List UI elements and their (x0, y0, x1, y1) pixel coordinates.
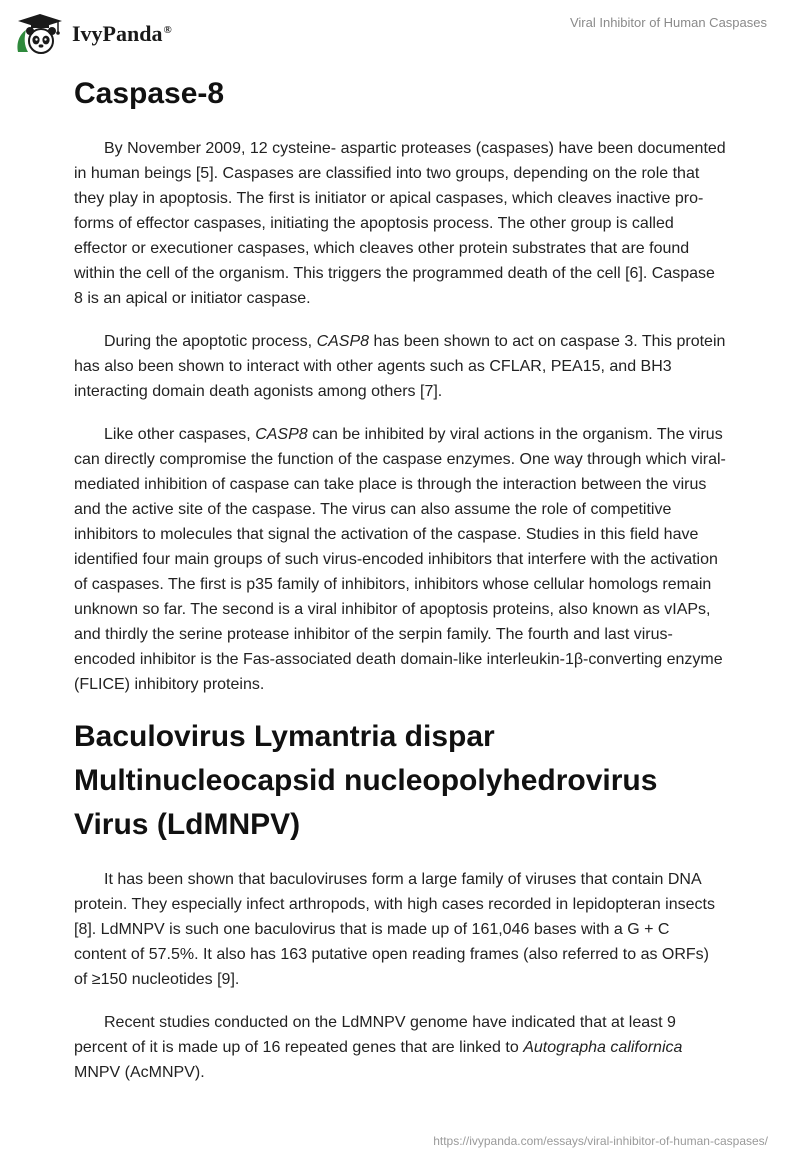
paragraph (74, 1010, 726, 1085)
registered-mark: ® (163, 23, 172, 36)
section-heading-baculovirus: Baculovirus Lymantria dispar Multinucleocapsid nucleopolyhedrovirus Virus (LdMNPV) (74, 720, 658, 841)
text-run: Like other caspases, (104, 426, 256, 443)
text-run: During the apoptotic process, (104, 333, 317, 350)
logo-wordmark: IvyPanda® (72, 21, 172, 46)
paragraph (74, 867, 726, 992)
section-heading-caspase-8: Caspase-8 (74, 77, 225, 110)
italic-term: CASP8 (316, 333, 370, 350)
italic-term: Autographa californica (523, 1039, 683, 1056)
article-body (74, 72, 726, 1103)
italic-term: CASP8 (255, 426, 308, 443)
text-run: can be inhibited by viral actions in the organism. The virus can directly compromise the function of the caspase enzymes. One way through which viral-mediated inhibition of caspase can take place is through the interaction between the virus and the active site of the caspase. The virus can also assume the role of competitive inhibitors to molecules that signal the activation of the caspase. Studies in this field have identified four main groups of such virus-encoded inhibitors that interfere with the activation of caspases. The first is p35 family of inhibitors, inhibitors whose cellular homologs remain unknown so far. The second is a viral inhibitor of apoptosis proteins, also known as vIAPs, and thirdly the serine protease inhibitor of the serpin family. The fourth and last virus-encoded inhibitor is the Fas-associated death domain-like interleukin-1β-converting enzyme (FLICE) inhibitory proteins. (74, 426, 726, 693)
paragraph (74, 422, 726, 697)
text-run: Recent studies conducted on the LdMNPV genome have indicated that at least 9 percent of it is made up of 16 repeated genes that are linked to (74, 1014, 676, 1056)
paragraph (74, 136, 726, 311)
source-url[interactable]: https://ivypanda.com/essays/viral-inhibitor-of-human-caspases/ (433, 1134, 768, 1148)
text-run: MNPV (AcMNPV). (74, 1064, 205, 1081)
text-run: has been shown to act on caspase 3. This protein has also been shown to interact with other agents such as CFLAR, PEA15, and BH3 interacting domain death agonists among others [7]. (74, 333, 726, 400)
panda-graduate-icon (14, 12, 66, 54)
paragraph (74, 329, 726, 404)
document-title: Viral Inhibitor of Human Caspases (569, 15, 767, 30)
site-logo[interactable] (14, 12, 172, 54)
text-run: By November 2009, 12 cysteine- aspartic proteases (caspases) have been documented in human beings [5]. Caspases are classified into two groups, depending on the role that they play in apoptosis. The first is initiator or apical caspases, which cleaves inactive pro-forms of effector caspases, initiating the apoptosis process. The other group is called effector or executioner caspases, which cleaves other protein substrates that are found within the cell of the organism. This triggers the programmed death of the cell [6]. Caspase 8 is an apical or initiator caspase. (74, 140, 726, 307)
text-run: It has been shown that baculoviruses form a large family of viruses that contain DNA protein. They especially infect arthropods, with high cases recorded in lepidopteran insects [8]. LdMNPV is such one baculovirus that is made up of 161,046 bases with a G + C content of 57.5%. It also has 163 putative open reading frames (also referred to as ORFs) of ≥150 nucleotides [9]. (74, 871, 715, 988)
